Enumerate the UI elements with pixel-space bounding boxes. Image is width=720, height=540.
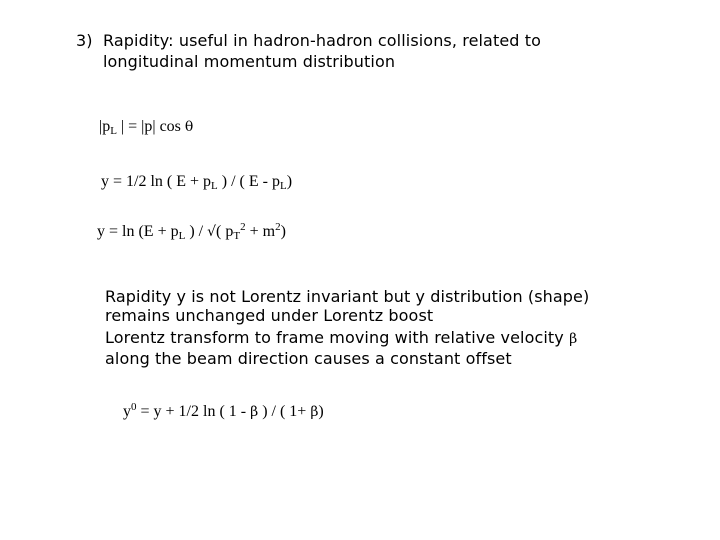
equation-rapidity-definition: y = 1/2 ln ( $E + p_L$ ) / ( E - $p_L$) [101, 173, 293, 192]
paragraph-line-4: along the beam direction causes a constant offset [105, 349, 512, 368]
heading-line-1: Rapidity: useful in hadron-hadron collisions, related to [103, 31, 541, 50]
item-number: 3) [76, 31, 93, 50]
sqrt-symbol: √ [207, 224, 217, 240]
paragraph-line-3: Lorentz transform to frame moving with relative velocity β [105, 328, 578, 347]
paragraph-line-1: Rapidity y is not Lorentz invariant but y distribution (shape) [105, 287, 590, 306]
beta-symbol: β [310, 404, 319, 420]
theta-symbol: θ [184, 119, 194, 135]
beta-symbol: β [250, 404, 259, 420]
paragraph-line-2: remains unchanged under Lorentz boost [105, 306, 434, 325]
equation-longitudinal-momentum: $|p_L$ | = |p| cos θ [99, 118, 194, 137]
beta-symbol: β [569, 331, 578, 347]
equation-rapidity-transverse: $y = \ln (E + p_L$ ) / √( $p_T^2 + m^2$) [97, 221, 286, 242]
equation-rapidity-offset: $y^0 = y + 1/2$ ln ( 1 - β ) / ( 1+ β) [123, 401, 324, 420]
heading-line-2: longitudinal momentum distribution [103, 52, 396, 71]
